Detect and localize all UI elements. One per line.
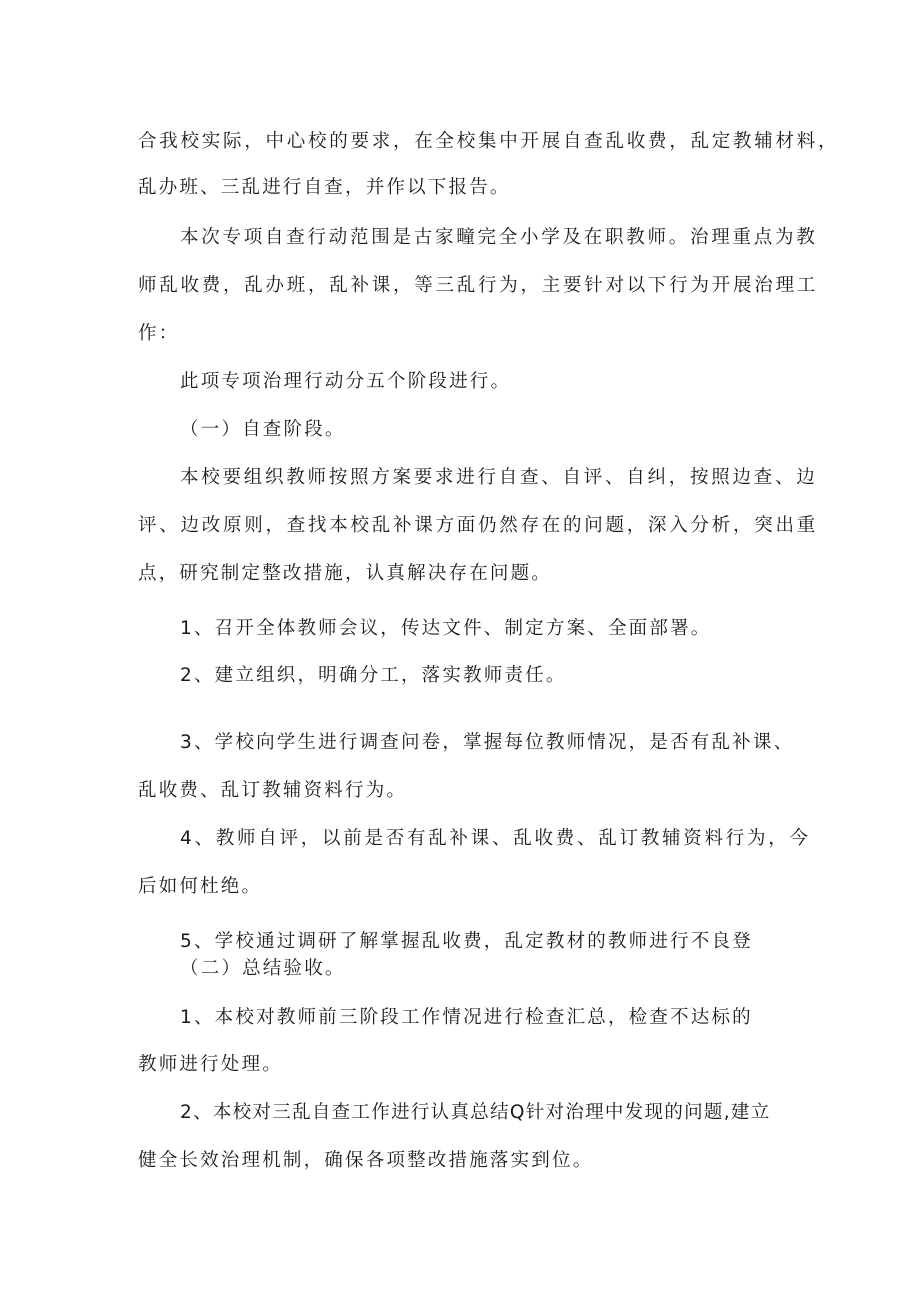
text-line: 本次专项自查行动范围是古家疃完全小学及在职教师。治理重点为教 [180,227,818,248]
list-item: 1、本校对教师前三阶段工作情况进行检查汇总，检查不达标的 [180,1007,753,1028]
list-item: 4、教师自评，以前是否有乱补课、乱收费、乱订教辅资料行为，今 [180,828,811,849]
text-line: 后如何杜绝。 [138,876,263,897]
section-heading: （一）自查阶段。 [180,419,346,440]
section-heading: （二）总结验收。 [180,958,346,979]
list-item: 5、学校通过调研了解掌握乱收费，乱定教材的教师进行不良登 [180,931,753,952]
text-line: 评、边改原则，查找本校乱补课方面仍然存在的问题，深入分析，突出重 [138,515,819,536]
text-line: 点，研究制定整改措施，认真解决存在问题。 [138,563,553,584]
text-line: 合我校实际，中心校的要求，在全校集中开展自查乱收费，乱定教辅材料， [138,131,840,152]
list-item: 2、本校对三乱自查工作进行认真总结Q针对治理中发现的问题,建立 [180,1102,771,1123]
text-line: 乱办班、三乱进行自查，并作以下报告。 [138,177,511,198]
text-line: 此项专项治理行动分五个阶段进行。 [180,371,512,392]
text-line: 教师进行处理。 [138,1054,283,1075]
text-line: 健全长效治理机制，确保各项整改措施落实到位。 [138,1150,594,1171]
list-item: 2、建立组织，明确分工，落实教师责任。 [180,665,567,686]
text-line: 师乱收费，乱办班，乱补课，等三乱行为，主要针对以下行为开展治理工 [138,275,819,296]
list-item: 1、召开全体教师会议，传达文件、制定方案、全面部署。 [180,618,712,639]
list-item: 3、学校向学生进行调查问卷，掌握每位教师情况，是否有乱补课、 [180,732,795,753]
text-line: 本校要组织教师按照方案要求进行自查、自评、自纠，按照边查、边 [180,467,818,488]
text-line: 作： [138,323,180,344]
text-line: 乱收费、乱订教辅资料行为。 [138,780,408,801]
